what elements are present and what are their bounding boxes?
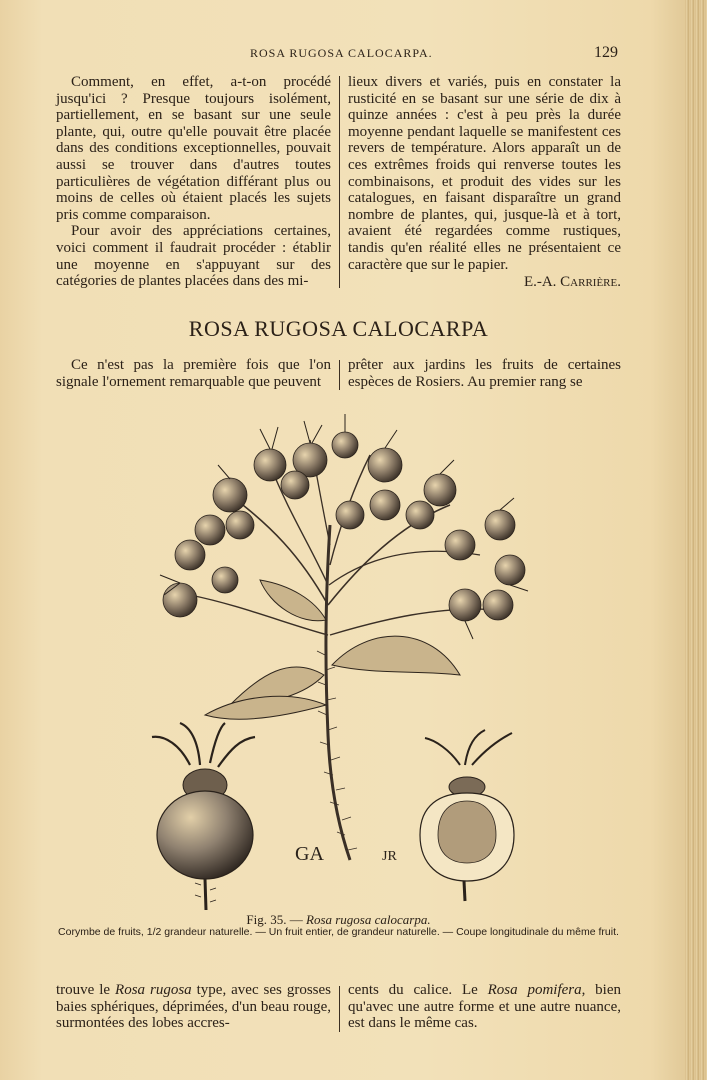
paragraph: Pour avoir des appréciations certaines, voici comment il faudrait procéder : établir une moyenne en s'appuyant sur des catégories de plantes placées dans des mi- <box>56 223 331 290</box>
botanical-illustration <box>120 405 560 915</box>
continuation-left-column <box>56 982 331 1032</box>
running-title: ROSA RUGOSA CALOCARPA. <box>250 46 433 60</box>
paragraph: prêter aux jardins les fruits de certaines espèces de Rosiers. Au premier rang se <box>348 357 621 390</box>
previous-article-right-column <box>348 74 621 291</box>
page-edge <box>685 0 707 1080</box>
fruit-cluster <box>163 432 525 621</box>
species-name: Rosa pomifera <box>487 982 582 998</box>
text-run: type, avec ses grosses baies sphériques, déprimées, d'un beau rouge, surmontées des lobes accres- <box>56 982 331 1032</box>
paragraph: Ce n'est pas la première fois que l'on signale l'ornement remarquable que peuvent <box>56 357 331 390</box>
paragraph: Comment, en effet, a-t-on procédé jusqu'ici ? Presque toujours isolément, partiellement, en se basant sur une seule plante, qui, outre qu'elle pouvait être placée dans des conditions exceptionnelles, pouvait aussi se trouver dans d'autres toutes particulières de végétation différant plus ou moins de celles où étaient placés les sujets pris comme comparaison. <box>56 74 331 223</box>
column-rule <box>339 76 340 288</box>
caption-label: Fig. 35. — <box>246 912 303 927</box>
monogram-right: JR <box>382 849 397 864</box>
monogram-left: GA <box>295 843 324 865</box>
thorns <box>317 651 357 850</box>
text-run: , bien qu'avec une autre forme et une autre nuance, est dans le même cas. <box>348 982 621 1032</box>
previous-article-left-column <box>56 74 331 290</box>
caption-species: Rosa rugosa calocarpa. <box>306 912 431 927</box>
text-run: trouve le <box>56 982 116 998</box>
column-rule <box>339 360 340 390</box>
figure-caption <box>56 913 621 939</box>
intro-right-column <box>348 357 621 390</box>
article-title: ROSA RUGOSA CALOCARPA <box>188 316 489 341</box>
fruit-section <box>420 730 514 901</box>
leaves <box>205 580 460 719</box>
text-run: cents du calice. Le <box>348 982 488 998</box>
column-rule <box>339 986 340 1032</box>
caption-description: Corymbe de fruits, 1/2 grandeur naturelle. — Un fruit entier, de grandeur naturelle. — Coupe longitudinale du même fruit. <box>58 926 619 938</box>
author-signature: E.-A. Carrière. <box>523 274 621 291</box>
continuation-right-column <box>348 982 621 1032</box>
paragraph: lieux divers et variés, puis en constater la rusticité en se basant sur une série de dix à quinze années : c'est à peu près la durée moyenne pendant laquelle se manifestent ces revers de température. Alors apparaît un de ces extrêmes froids qui renverse toutes les combinaisons, et produit des vides sur les catalogues, en faisant disparaître un grand nombre de plantes, qui, jusque-là et à tort, avaient été regardées comme rustiques, tandis qu'en réalité elles ne présentaient ce caractère que sur le papier. <box>348 74 621 273</box>
whole-fruit <box>152 723 255 910</box>
caption-title-line <box>56 913 621 926</box>
species-name: Rosa rugosa <box>115 982 192 998</box>
intro-left-column <box>56 357 331 390</box>
page-number: 129 <box>594 44 618 61</box>
